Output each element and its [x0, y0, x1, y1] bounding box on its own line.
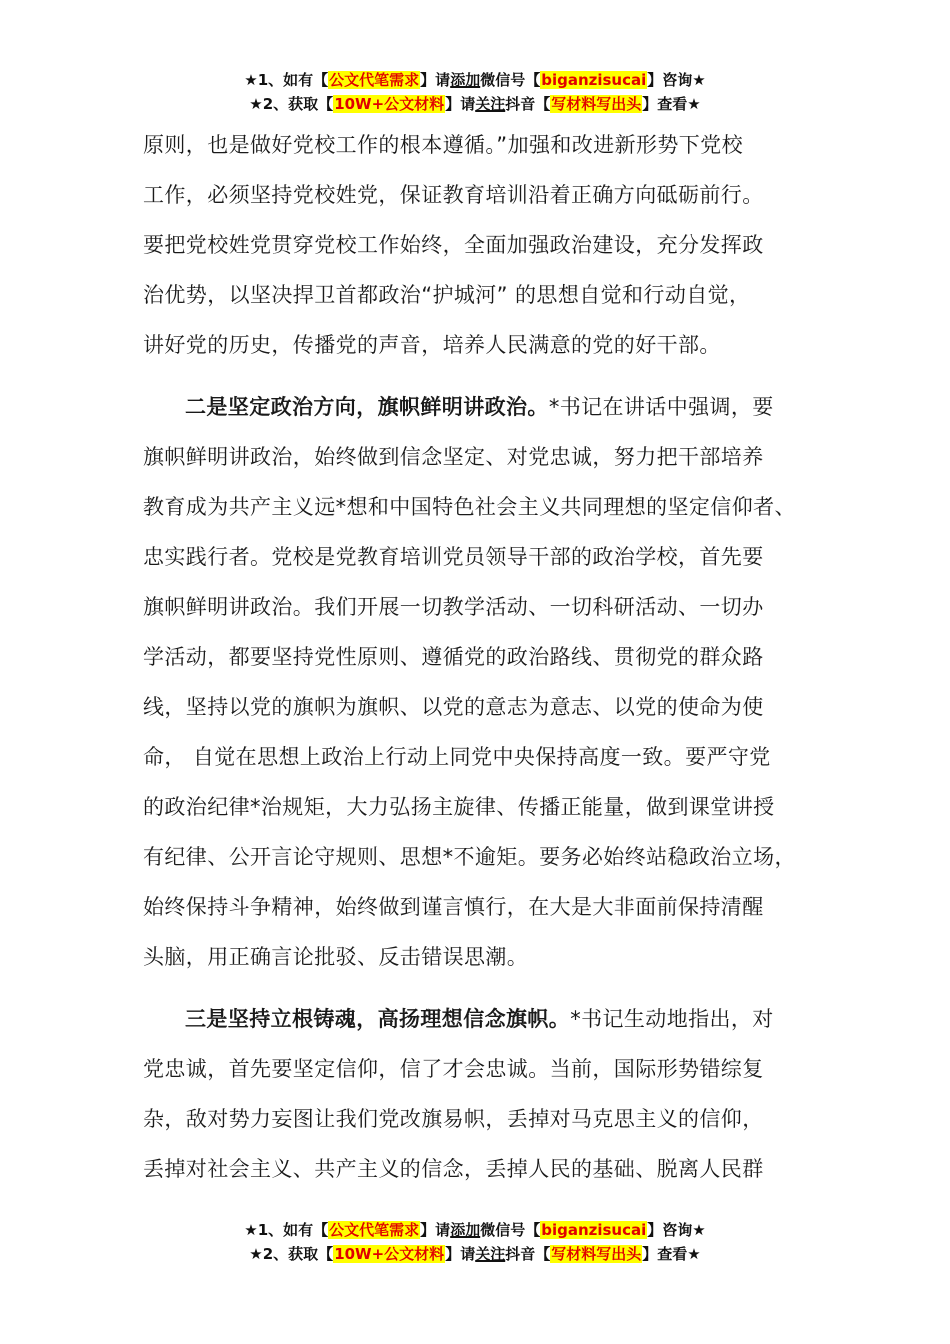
banner-line-1 — [0, 1218, 950, 1242]
banner-highlight: 写材料写出头 — [551, 95, 642, 113]
text-line: 原则，也是做好党校工作的根本遵循。”加强和改进新形势下党校 — [143, 133, 743, 157]
paragraph-1 — [143, 120, 823, 370]
banner-text: 】请 — [420, 1221, 451, 1239]
banner-text: 】请 — [445, 1245, 476, 1263]
banner-text: ★1、如有【 — [244, 71, 329, 89]
text-line — [143, 994, 823, 1044]
banner-highlight: 写材料写出头 — [551, 1245, 642, 1263]
text-run: *书记生动地指出，对 — [570, 1007, 774, 1031]
text-line: 旗帜鲜明讲政治，始终做到信念坚定、对党忠诚，努力把干部培养 — [143, 445, 764, 469]
footer-banner — [0, 1218, 950, 1266]
text-line: 党忠诚，首先要坚定信仰，信了才会忠诚。当前，国际形势错综复 — [143, 1057, 764, 1081]
text-line: 讲好党的历史，传播党的声音，培养人民满意的党的好干部。 — [143, 333, 721, 357]
banner-text: 微信号【 — [480, 1221, 541, 1239]
section-heading: 三是坚持立根铸魂，高扬理想信念旗帜。 — [185, 1007, 571, 1031]
banner-text: 】请 — [445, 95, 476, 113]
text-line: 旗帜鲜明讲政治。我们开展一切教学活动、一切科研活动、一切办 — [143, 595, 764, 619]
banner-highlight: 10W+公文材料 — [334, 1245, 445, 1263]
banner-underline: 关注 — [475, 95, 506, 113]
banner-highlight: 公文代笔需求 — [329, 71, 420, 89]
banner-text: 】请 — [420, 71, 451, 89]
text-line: 治优势，以坚决捍卫首都政治“护城河” 的思想自觉和行动自觉， — [143, 283, 751, 307]
text-line — [143, 382, 823, 432]
banner-highlight: biganzisucai — [541, 71, 647, 89]
text-line: 命， 自觉在思想上政治上行动上同党中央保持高度一致。要严守党 — [143, 745, 771, 769]
banner-line-2 — [0, 92, 950, 116]
banner-text: 微信号【 — [480, 71, 541, 89]
banner-line-2 — [0, 1242, 950, 1266]
banner-underline: 添加 — [450, 1221, 481, 1239]
banner-text: ★2、获取【 — [249, 95, 334, 113]
banner-text: 】咨询★ — [647, 71, 706, 89]
text-line: 工作，必须坚持党校姓党，保证教育培训沿着正确方向砥砺前行。 — [143, 183, 764, 207]
text-run: *书记在讲话中强调，要 — [548, 395, 774, 419]
text-line: 线，坚持以党的旗帜为旗帜、以党的意志为意志、以党的使命为使 — [143, 695, 764, 719]
text-line: 的政治纪律*治规矩，大力弘扬主旋律、传播正能量，做到课堂讲授 — [143, 795, 775, 819]
banner-text: 】咨询★ — [647, 1221, 706, 1239]
banner-text: 】查看★ — [642, 95, 701, 113]
document-body — [143, 120, 823, 1194]
text-line: 学活动，都要坚持党性原则、遵循党的政治路线、贯彻党的群众路 — [143, 645, 764, 669]
banner-text: ★2、获取【 — [249, 1245, 334, 1263]
banner-highlight: 10W+公文材料 — [334, 95, 445, 113]
banner-text: 】查看★ — [642, 1245, 701, 1263]
banner-text: ★1、如有【 — [244, 1221, 329, 1239]
text-line: 丢掉对社会主义、共产主义的信念，丢掉人民的基础、脱离人民群 — [143, 1157, 764, 1181]
text-line: 始终保持斗争精神，始终做到谨言慎行，在大是大非面前保持清醒 — [143, 895, 764, 919]
banner-line-1 — [0, 68, 950, 92]
paragraph-2 — [143, 382, 823, 982]
banner-underline: 关注 — [475, 1245, 506, 1263]
banner-highlight: 公文代笔需求 — [329, 1221, 420, 1239]
paragraph-3 — [143, 994, 823, 1194]
banner-text: 抖音【 — [505, 95, 551, 113]
text-line: 杂，敌对势力妄图让我们党改旗易帜，丢掉对马克思主义的信仰， — [143, 1107, 764, 1131]
header-banner — [0, 68, 950, 116]
text-line: 要把党校姓党贯穿党校工作始终，全面加强政治建设，充分发挥政 — [143, 233, 764, 257]
section-heading: 二是坚定政治方向，旗帜鲜明讲政治。 — [185, 395, 549, 419]
text-line: 忠实践行者。党校是党教育培训党员领导干部的政治学校，首先要 — [143, 545, 764, 569]
text-line: 教育成为共产主义远*想和中国特色社会主义共同理想的坚定信仰者、 — [143, 495, 796, 519]
text-line: 头脑，用正确言论批驳、反击错误思潮。 — [143, 945, 529, 969]
banner-text: 抖音【 — [505, 1245, 551, 1263]
text-line: 有纪律、公开言论守规则、思想*不逾矩。要务必始终站稳政治立场， — [143, 845, 796, 869]
banner-underline: 添加 — [450, 71, 481, 89]
banner-highlight: biganzisucai — [541, 1221, 647, 1239]
